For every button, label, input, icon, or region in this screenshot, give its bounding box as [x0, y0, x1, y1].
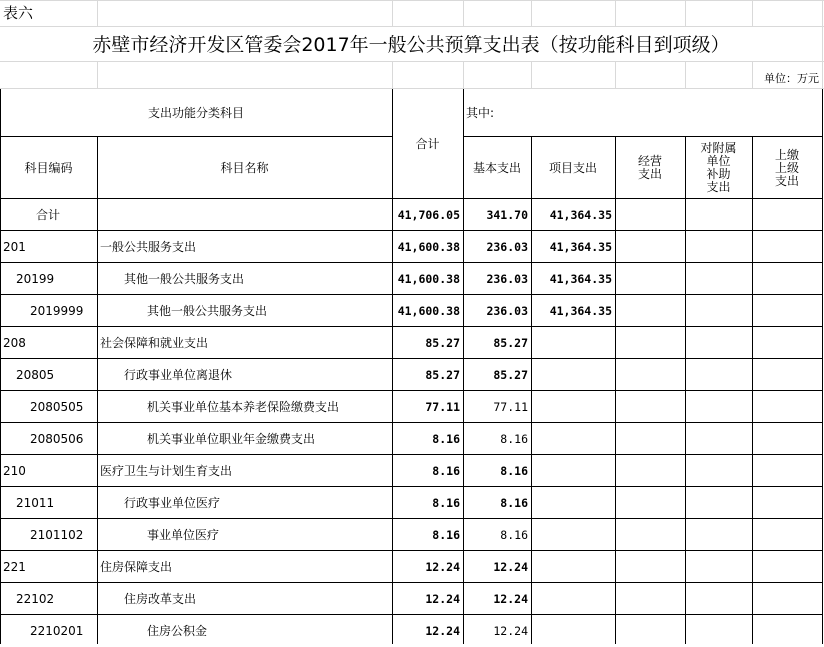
- row-operating: [615, 391, 685, 423]
- row-code: 2019999: [30, 304, 84, 318]
- row-remit: [752, 199, 822, 231]
- row-name: 住房公积金: [147, 624, 208, 638]
- row-total: 77.11: [425, 400, 460, 414]
- row-subsidy: [685, 615, 752, 647]
- row-code: 21011: [16, 496, 55, 510]
- row-subsidy: [685, 391, 752, 423]
- row-subsidy: [685, 295, 752, 327]
- row-remit: [752, 423, 822, 455]
- gridline: [392, 61, 393, 88]
- table-border: [822, 88, 823, 644]
- row-subsidy: [685, 455, 752, 487]
- row-total: 12.24: [425, 624, 460, 638]
- row-subsidy: [685, 327, 752, 359]
- row-operating: [615, 615, 685, 647]
- row-operating: [615, 263, 685, 295]
- row-subsidy: [685, 199, 752, 231]
- row-remit: [752, 327, 822, 359]
- gridline: [392, 0, 393, 26]
- gridline: [822, 0, 823, 26]
- row-name: 事业单位医疗: [147, 528, 220, 542]
- header-category: 支出功能分类科目: [147, 106, 244, 120]
- row-code: 20805: [16, 368, 55, 382]
- row-operating: [615, 359, 685, 391]
- row-basic: 12.24: [493, 592, 528, 606]
- row-remit: [752, 231, 822, 263]
- row-basic: 12.24: [493, 560, 528, 574]
- gridline: [463, 0, 464, 26]
- row-basic: 85.27: [493, 336, 528, 350]
- row-remit: [752, 391, 822, 423]
- document-label: 表六: [3, 4, 34, 22]
- row-project: [531, 455, 615, 487]
- row-project: [531, 487, 615, 519]
- gridline: [463, 61, 464, 88]
- unit-label: 单位：万元: [764, 72, 819, 85]
- row-basic: 236.03: [486, 272, 528, 286]
- row-project: [531, 423, 615, 455]
- row-name: 住房保障支出: [100, 560, 173, 574]
- gridline: [822, 26, 823, 88]
- row-subsidy: [685, 231, 752, 263]
- row-operating: [615, 295, 685, 327]
- row-basic: 77.11: [493, 400, 528, 414]
- row-remit: [752, 551, 822, 583]
- row-operating: [615, 199, 685, 231]
- row-operating: [615, 487, 685, 519]
- row-basic: 85.27: [493, 368, 528, 382]
- row-name: 一般公共服务支出: [100, 240, 197, 254]
- row-name: 其他一般公共服务支出: [124, 272, 245, 286]
- row-operating: [615, 231, 685, 263]
- row-total: 8.16: [432, 464, 460, 478]
- header-among: 其中:: [466, 106, 495, 120]
- row-code: 210: [3, 464, 26, 478]
- row-basic: 8.16: [500, 528, 528, 542]
- row-total: 85.27: [425, 336, 460, 350]
- row-project: [531, 519, 615, 551]
- row-project: [531, 583, 615, 615]
- row-project: [531, 391, 615, 423]
- gridline: [685, 0, 686, 26]
- gridline: [97, 61, 98, 88]
- gridline: [752, 0, 753, 26]
- header-operating: 经营 支出: [637, 154, 662, 181]
- row-code: 2101102: [30, 528, 84, 542]
- row-operating: [615, 519, 685, 551]
- row-project: [531, 551, 615, 583]
- row-operating: [615, 583, 685, 615]
- row-remit: [752, 487, 822, 519]
- row-basic: 8.16: [500, 432, 528, 446]
- row-remit: [752, 263, 822, 295]
- row-basic: 236.03: [486, 304, 528, 318]
- row-subsidy: [685, 551, 752, 583]
- header-code: 科目编码: [24, 161, 73, 175]
- row-basic: 236.03: [486, 240, 528, 254]
- row-operating: [615, 455, 685, 487]
- row-code: 208: [3, 336, 26, 350]
- row-remit: [752, 583, 822, 615]
- gridline: [97, 0, 98, 26]
- row-total: 41,600.38: [397, 304, 460, 318]
- row-name: 住房改革支出: [124, 592, 197, 606]
- row-subsidy: [685, 423, 752, 455]
- row-operating: [615, 551, 685, 583]
- row-total: 12.24: [425, 592, 460, 606]
- row-code: 合计: [36, 208, 61, 222]
- row-basic: 8.16: [500, 496, 528, 510]
- row-total: 41,600.38: [397, 240, 460, 254]
- row-subsidy: [685, 263, 752, 295]
- gridline: [0, 0, 824, 1]
- row-subsidy: [685, 487, 752, 519]
- row-total: 41,600.38: [397, 272, 460, 286]
- row-remit: [752, 615, 822, 647]
- row-remit: [752, 295, 822, 327]
- row-name: 行政事业单位离退休: [124, 368, 233, 382]
- row-basic: 8.16: [500, 464, 528, 478]
- row-project: [531, 615, 615, 647]
- row-project: 41,364.35: [549, 240, 612, 254]
- row-code: 221: [3, 560, 26, 574]
- row-name: 机关事业单位基本养老保险缴费支出: [147, 400, 340, 414]
- gridline: [615, 0, 616, 26]
- header-subsidy: 对附属 单位 补助 支出: [700, 141, 737, 194]
- gridline: [615, 61, 616, 88]
- row-remit: [752, 359, 822, 391]
- row-total: 8.16: [432, 496, 460, 510]
- row-code: 201: [3, 240, 26, 254]
- row-name: 医疗卫生与计划生育支出: [100, 464, 233, 478]
- row-remit: [752, 519, 822, 551]
- row-basic: 341.70: [486, 208, 528, 222]
- page-title: 赤壁市经济开发区管委会2017年一般公共预算支出表（按功能科目到项级）: [92, 34, 730, 56]
- gridline: [0, 26, 824, 27]
- row-code: 22102: [16, 592, 55, 606]
- row-project: 41,364.35: [549, 272, 612, 286]
- row-operating: [615, 423, 685, 455]
- row-total: 8.16: [432, 432, 460, 446]
- header-remit: 上缴 上级 支出: [774, 147, 799, 188]
- row-project: 41,364.35: [549, 208, 612, 222]
- row-name: [97, 199, 392, 231]
- row-subsidy: [685, 519, 752, 551]
- row-name: 其他一般公共服务支出: [147, 304, 268, 318]
- row-code: 2210201: [30, 624, 84, 638]
- row-project: [531, 359, 615, 391]
- row-code: 2080505: [30, 400, 84, 414]
- gridline: [531, 0, 532, 26]
- row-project: 41,364.35: [549, 304, 612, 318]
- header-basic: 基本支出: [472, 161, 521, 175]
- row-remit: [752, 455, 822, 487]
- row-project: [531, 327, 615, 359]
- row-basic: 12.24: [493, 624, 528, 638]
- row-total: 12.24: [425, 560, 460, 574]
- row-code: 2080506: [30, 432, 84, 446]
- header-project: 项目支出: [548, 161, 597, 175]
- row-total: 41,706.05: [397, 208, 460, 222]
- row-name: 社会保障和就业支出: [100, 336, 209, 350]
- row-name: 机关事业单位职业年金缴费支出: [147, 432, 316, 446]
- gridline: [531, 61, 532, 88]
- header-total: 合计: [415, 137, 440, 151]
- row-subsidy: [685, 359, 752, 391]
- row-code: 20199: [16, 272, 55, 286]
- row-name: 行政事业单位医疗: [124, 496, 221, 510]
- row-total: 85.27: [425, 368, 460, 382]
- header-name: 科目名称: [220, 161, 269, 175]
- row-subsidy: [685, 583, 752, 615]
- row-total: 8.16: [432, 528, 460, 542]
- row-operating: [615, 327, 685, 359]
